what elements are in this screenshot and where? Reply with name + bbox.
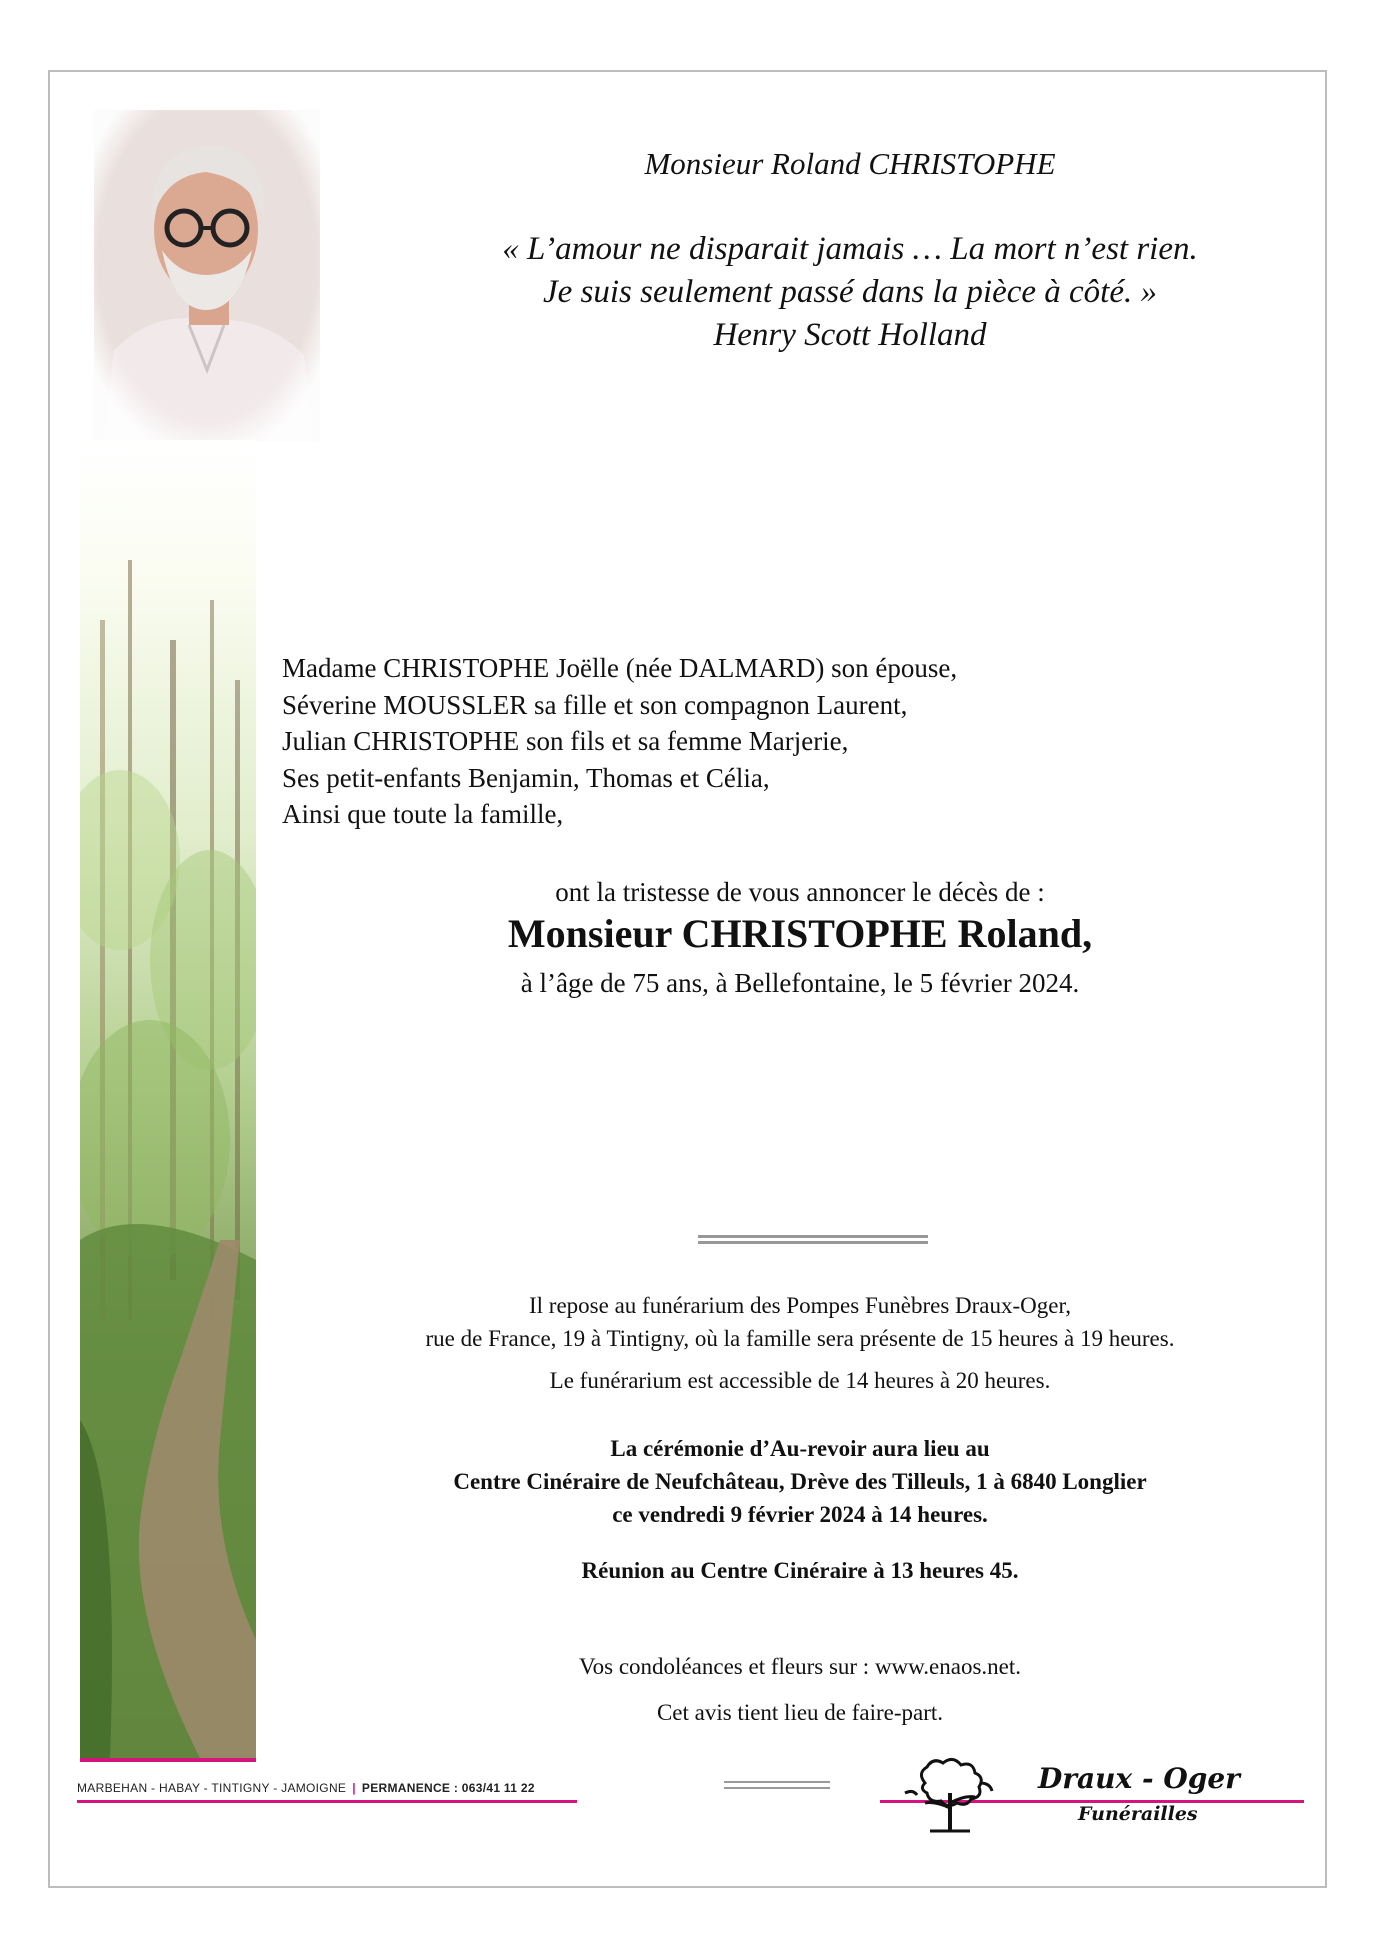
forest-path-image xyxy=(80,440,256,1758)
footer-separator: | xyxy=(352,1781,356,1795)
ceremony-line: La cérémonie d’Au-revoir aura lieu au xyxy=(610,1436,990,1461)
meeting-info: Réunion au Centre Cinéraire à 13 heures 45. xyxy=(581,1558,1019,1583)
deceased-name: Monsieur CHRISTOPHE Roland, xyxy=(507,911,1093,956)
family-list xyxy=(282,650,957,833)
death-details: à l’âge de 75 ans, à Bellefontaine, le 5 février 2024. xyxy=(520,968,1080,998)
footer-divider xyxy=(724,1781,830,1789)
portrait-photo xyxy=(94,110,320,442)
quote-line: Je suis seulement passé dans la pièce à côté. » xyxy=(542,274,1157,310)
announcement-intro: ont la tristesse de vous annoncer le décès de : xyxy=(555,877,1045,907)
family-line: Ses petit-enfants Benjamin, Thomas et Célia, xyxy=(282,762,770,793)
brand-name: Draux - Oger xyxy=(1038,1762,1240,1795)
tree-logo-icon xyxy=(895,1753,1005,1838)
quote-line: « L’amour ne disparait jamais … La mort n’est rien. xyxy=(502,231,1198,267)
funerarium-line: rue de France, 19 à Tintigny, où la famille sera présente de 15 heures à 19 heures. xyxy=(425,1326,1175,1351)
footer-towns: MARBEHAN - HABAY - TINTIGNY - JAMOIGNE xyxy=(77,1781,347,1795)
footer-permanence: PERMANENCE : 063/41 11 22 xyxy=(361,1781,535,1795)
section-divider xyxy=(698,1235,928,1244)
faire-part-note: Cet avis tient lieu de faire-part. xyxy=(656,1700,944,1725)
family-line: Madame CHRISTOPHE Joëlle (née DALMARD) son épouse, xyxy=(282,653,958,683)
ceremony-line: ce vendredi 9 février 2024 à 14 heures. xyxy=(612,1502,988,1527)
family-line: Séverine MOUSSLER sa fille et son compagnon Laurent, xyxy=(282,689,908,720)
funerarium-line: Il repose au funérarium des Pompes Funèbres Draux-Oger, xyxy=(529,1293,1071,1318)
footer-accent-line-left xyxy=(77,1800,577,1803)
memorial-quote xyxy=(400,228,1300,357)
brand-subtitle: Funérailles xyxy=(1078,1803,1198,1825)
family-line: Ainsi que toute la famille, xyxy=(282,799,564,829)
ceremony-info xyxy=(300,1432,1300,1531)
funerarium-info xyxy=(300,1289,1300,1355)
header-name-line: Monsieur Roland CHRISTOPHE xyxy=(644,146,1056,181)
ceremony-line: Centre Cinéraire de Neufchâteau, Drève des Tilleuls, 1 à 6840 Longlier xyxy=(453,1469,1147,1494)
portrait-image xyxy=(94,110,320,442)
family-line: Julian CHRISTOPHE son fils et sa femme Marjerie, xyxy=(282,726,849,756)
quote-author: Henry Scott Holland xyxy=(713,317,987,353)
forest-accent-line xyxy=(80,1758,256,1762)
condolences-info: Vos condoléances et fleurs sur : www.enaos.net. xyxy=(579,1654,1021,1679)
funerarium-access: Le funérarium est accessible de 14 heures à 20 heures. xyxy=(549,1368,1051,1393)
footer-locations xyxy=(77,1781,535,1795)
